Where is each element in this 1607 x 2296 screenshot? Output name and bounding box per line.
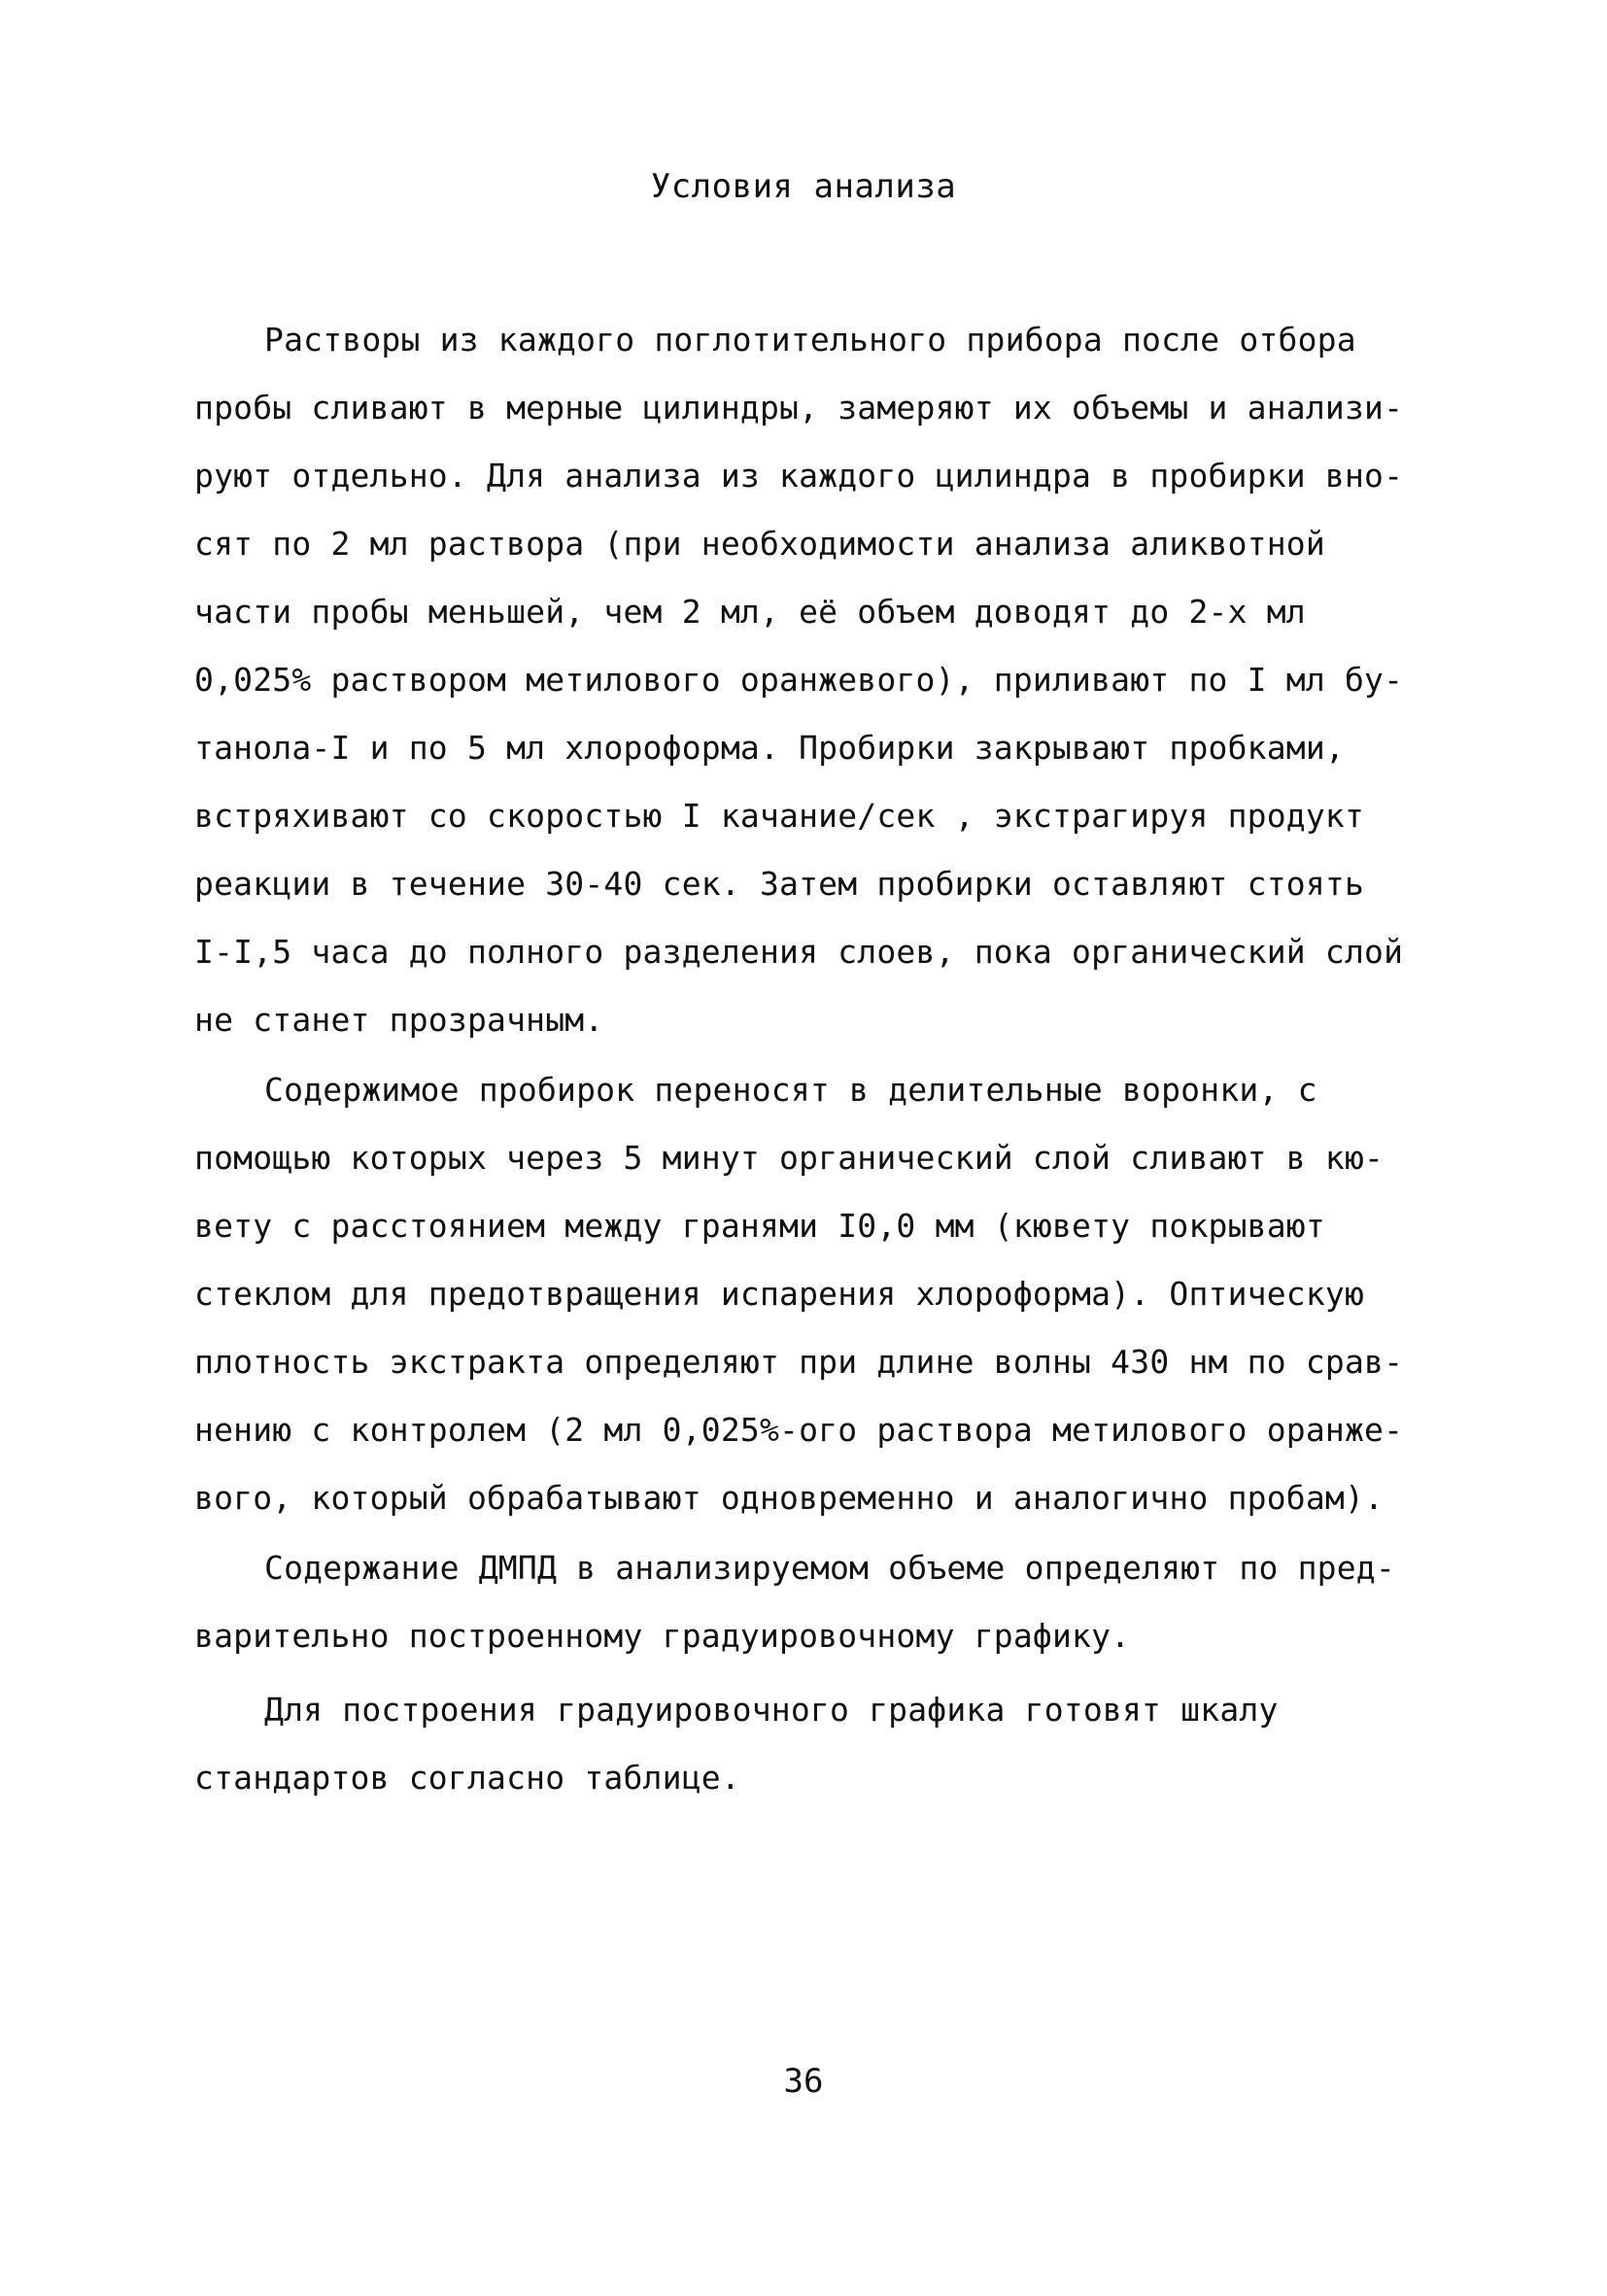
text-line: сят по 2 мл раствора (при необходимости анализа аликвотной — [194, 525, 1325, 563]
text-line: вого, который обрабатывают одновременно и аналогично пробам). — [194, 1479, 1385, 1517]
text-line: вету с расстоянием между гранями I0,0 мм (кювету покрывают — [194, 1207, 1325, 1245]
section-heading: Условия анализа — [650, 167, 957, 206]
text-line: I-I,5 часа до полного разделения слоев, пока органический слой — [194, 933, 1404, 971]
page-number: 36 — [783, 2062, 824, 2101]
text-line: части пробы меньшей, чем 2 мл, её объем доводят до 2-х мл — [194, 593, 1306, 631]
text-line: стеклом для предотвращения испарения хлороформа). Оптическую — [194, 1275, 1365, 1313]
text-line: Растворы из каждого поглотительного прибора после отбора — [264, 321, 1356, 359]
text-line: реакции в течение 30-40 сек. Затем пробирки оставляют стоять — [194, 865, 1365, 903]
text-line: нению с контролем (2 мл 0,025%-ого раствора метилового оранже- — [194, 1411, 1404, 1449]
text-line: пробы сливают в мерные цилиндры, замеряют их объемы и анализи- — [194, 389, 1404, 427]
text-line: Содержание ДМПД в анализируемом объеме определяют по пред- — [264, 1549, 1395, 1587]
text-line: встряхивают со скоростью I качание/сек , экстрагируя продукт — [194, 797, 1365, 835]
text-line: стандартов согласно таблице. — [194, 1759, 740, 1797]
text-line: плотность экстракта определяют при длине волны 430 нм по срав- — [194, 1343, 1404, 1381]
text-line: помощью которых через 5 минут органический слой сливают в кю- — [194, 1139, 1385, 1177]
text-line: руют отдельно. Для анализа из каждого цилиндра в пробирки вно- — [194, 457, 1404, 495]
text-line: варительно построенному градуировочному графику. — [194, 1617, 1131, 1655]
text-line: танола-I и по 5 мл хлороформа. Пробирки закрывают пробками, — [194, 729, 1345, 767]
text-line: 0,025% раствором метилового оранжевого), приливают по I мл бу- — [194, 661, 1404, 699]
text-line: не станет прозрачным. — [194, 1001, 604, 1039]
text-line: Содержимое пробирок переносят в делительные воронки, с — [264, 1071, 1317, 1109]
text-line: Для построения градуировочного графика готовят шкалу — [264, 1691, 1279, 1729]
